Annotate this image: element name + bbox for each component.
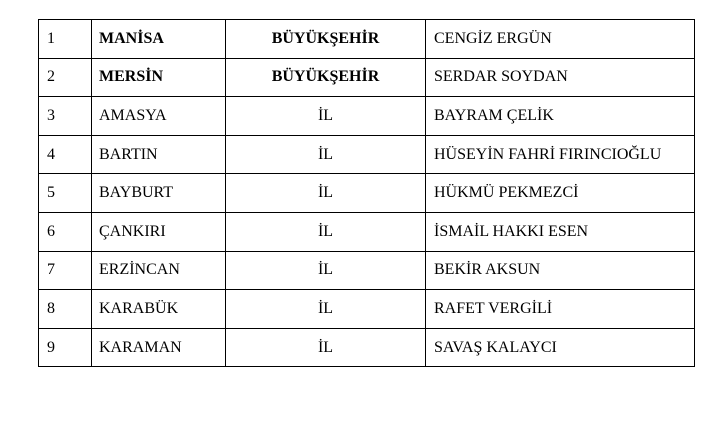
province-name: ÇANKIRI	[92, 212, 226, 251]
province-name: BAYBURT	[92, 174, 226, 213]
mayor-name: HÜSEYİN FAHRİ FIRINCIOĞLU	[426, 135, 695, 174]
table-row	[39, 97, 695, 136]
table-row	[39, 251, 695, 290]
municipality-type: BÜYÜKŞEHİR	[226, 20, 426, 59]
row-number: 2	[39, 58, 92, 97]
mayor-name: SERDAR SOYDAN	[426, 58, 695, 97]
province-name: KARABÜK	[92, 290, 226, 329]
province-name: BARTIN	[92, 135, 226, 174]
municipality-type: İL	[226, 174, 426, 213]
mayor-name: RAFET VERGİLİ	[426, 290, 695, 329]
row-number: 3	[39, 97, 92, 136]
table-row	[39, 290, 695, 329]
table-row	[39, 20, 695, 59]
results-table-body	[39, 20, 695, 367]
table-row	[39, 212, 695, 251]
municipality-type: İL	[226, 135, 426, 174]
row-number: 6	[39, 212, 92, 251]
mayor-name: SAVAŞ KALAYCI	[426, 328, 695, 367]
table-row	[39, 328, 695, 367]
municipality-type: İL	[226, 251, 426, 290]
table-row	[39, 135, 695, 174]
table-row	[39, 58, 695, 97]
mayor-name: CENGİZ ERGÜN	[426, 20, 695, 59]
results-table	[38, 19, 695, 367]
municipality-type: İL	[226, 97, 426, 136]
municipality-type: İL	[226, 328, 426, 367]
province-name: ERZİNCAN	[92, 251, 226, 290]
row-number: 7	[39, 251, 92, 290]
mayor-name: BAYRAM ÇELİK	[426, 97, 695, 136]
row-number: 1	[39, 20, 92, 59]
table-row	[39, 174, 695, 213]
row-number: 4	[39, 135, 92, 174]
province-name: MANİSA	[92, 20, 226, 59]
row-number: 9	[39, 328, 92, 367]
province-name: AMASYA	[92, 97, 226, 136]
province-name: KARAMAN	[92, 328, 226, 367]
municipality-type: İL	[226, 212, 426, 251]
mayor-name: BEKİR AKSUN	[426, 251, 695, 290]
row-number: 5	[39, 174, 92, 213]
municipality-type: İL	[226, 290, 426, 329]
mayor-name: İSMAİL HAKKI ESEN	[426, 212, 695, 251]
mayor-name: HÜKMÜ PEKMEZCİ	[426, 174, 695, 213]
province-name: MERSİN	[92, 58, 226, 97]
municipality-type: BÜYÜKŞEHİR	[226, 58, 426, 97]
row-number: 8	[39, 290, 92, 329]
